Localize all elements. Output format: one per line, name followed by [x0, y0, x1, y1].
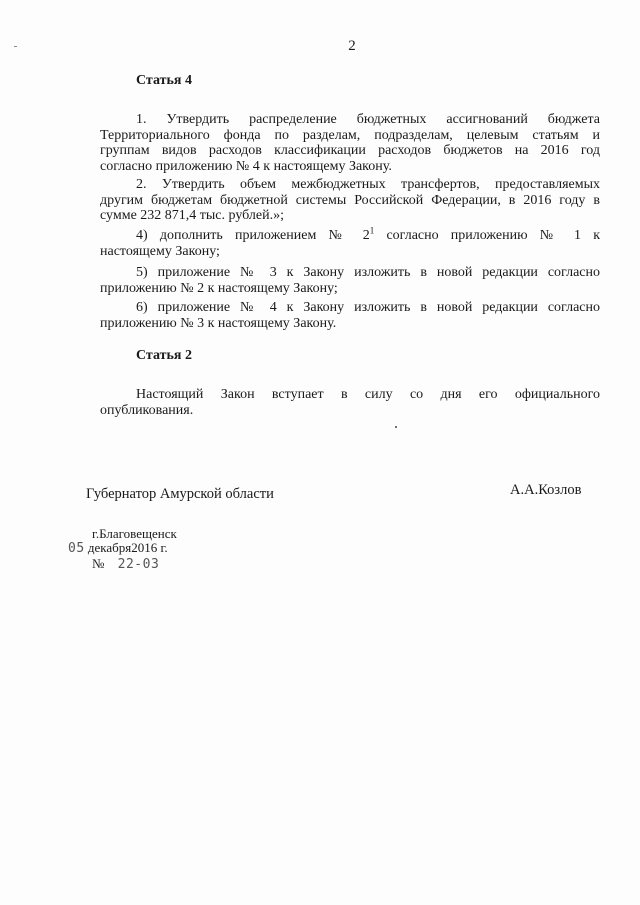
text-line: согласно приложению № 4 к настоящему Закону.: [100, 158, 392, 174]
text-line: 6) приложение № 4 к Закону изложить в новой редакции согласно: [136, 300, 600, 315]
article-4-paragraph-1: [100, 112, 600, 174]
article-4-paragraph-2: [100, 177, 600, 224]
text-line: настоящему Закону;: [100, 243, 220, 259]
article-4-paragraph-3: [100, 225, 600, 259]
text-line: Территориального фонда по разделам, подразделам, целевым статьям и: [100, 127, 600, 143]
article-4-paragraph-4: [100, 265, 600, 296]
article-2-heading: Статья 2: [136, 348, 192, 363]
law-number: [92, 556, 159, 572]
text-line: 5) приложение № 3 к Закону изложить в новой редакции согласно: [136, 265, 600, 280]
text-line: 2. Утвердить объем межбюджетных трансфертов, предоставляемых: [136, 177, 600, 192]
text-line: группам видов расходов классификации расходов бюджетов на 2016 год: [100, 143, 600, 158]
place-of-signing: г.Благовещенск: [92, 526, 177, 541]
signing-date: [68, 540, 168, 556]
text-line: [100, 225, 600, 244]
text-line: 1. Утвердить распределение бюджетных ассигнований бюджета: [136, 112, 600, 127]
text-line: другим бюджетам бюджетной системы Российской Федерации, в 2016 году в: [100, 192, 600, 208]
article-4-heading: Статья 4: [136, 73, 192, 88]
signature-name: А.А.Козлов: [510, 482, 582, 498]
text-line: Настоящий Закон вступает в силу со дня его официального: [136, 387, 600, 402]
superscript: 1: [369, 225, 375, 236]
scan-mark: [14, 46, 17, 47]
text-fragment: согласно приложению № 1 к: [374, 228, 600, 243]
text-line: сумме 232 871,4 тыс. рублей.»;: [100, 208, 285, 223]
text-line: опубликования.: [100, 402, 194, 418]
number-label: №: [92, 556, 105, 571]
page-number: 2: [348, 38, 356, 54]
scan-speck: [395, 426, 397, 428]
article-2-paragraph: [100, 387, 600, 418]
date-month-year: декабря2016 г.: [87, 540, 168, 555]
text-fragment: 4) дополнить приложением № 2: [136, 228, 370, 243]
signature-title: Губернатор Амурской области: [86, 486, 274, 502]
number-value-stamp: 22-03: [117, 557, 160, 572]
text-line: приложению № 2 к настоящему Закону;: [100, 280, 338, 296]
date-day-stamp: 05: [68, 541, 85, 556]
text-line: приложению № 3 к настоящему Закону.: [100, 315, 337, 331]
article-4-paragraph-5: [100, 300, 600, 331]
